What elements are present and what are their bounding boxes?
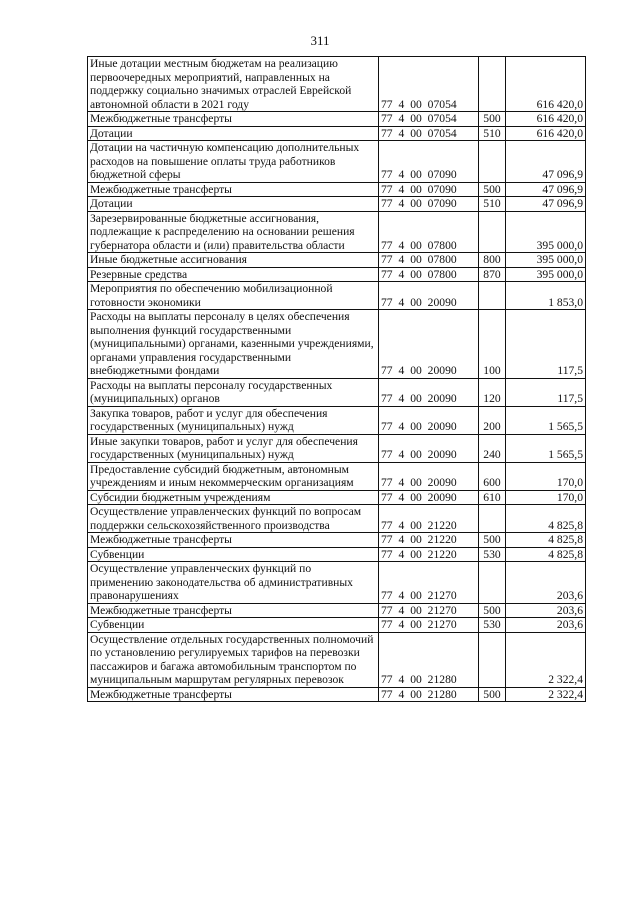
row-name-cell: Субвенции: [88, 547, 379, 562]
row-type-cell: 200: [479, 406, 506, 434]
table-row: [88, 267, 586, 282]
row-code-cell: 77 4 00 20090: [379, 490, 479, 505]
row-type-cell: 530: [479, 547, 506, 562]
row-code-cell: 77 4 00 21220: [379, 533, 479, 548]
row-code-cell: 77 4 00 21220: [379, 547, 479, 562]
row-amount-cell: 170,0: [506, 490, 586, 505]
row-name-cell: Мероприятия по обеспечению мобилизационной готовности экономики: [88, 282, 379, 310]
row-type-cell: [479, 57, 506, 112]
row-code-cell: 77 4 00 21270: [379, 618, 479, 633]
row-code-cell: 77 4 00 20090: [379, 378, 479, 406]
row-name-cell: Предоставление субсидий бюджетным, автономным учреждениям и иным некоммерческим организациям: [88, 462, 379, 490]
row-amount-cell: 47 096,9: [506, 197, 586, 212]
row-code-cell: 77 4 00 20090: [379, 406, 479, 434]
row-type-cell: 510: [479, 197, 506, 212]
row-amount-cell: 170,0: [506, 462, 586, 490]
row-amount-cell: 1 565,5: [506, 406, 586, 434]
row-code-cell: 77 4 00 07800: [379, 211, 479, 253]
row-code-cell: 77 4 00 07800: [379, 267, 479, 282]
row-name-cell: Иные закупки товаров, работ и услуг для обеспечения государственных (муниципальных) нужд: [88, 434, 379, 462]
budget-table: [87, 56, 586, 702]
row-code-cell: 77 4 00 21220: [379, 505, 479, 533]
row-name-cell: Осуществление управленческих функций по применению законодательства об административных правонарушениях: [88, 562, 379, 604]
table-row: [88, 141, 586, 183]
row-amount-cell: 117,5: [506, 378, 586, 406]
row-name-cell: Межбюджетные трансферты: [88, 182, 379, 197]
table-row: [88, 562, 586, 604]
row-code-cell: 77 4 00 07054: [379, 126, 479, 141]
row-amount-cell: 616 420,0: [506, 57, 586, 112]
table-row: [88, 112, 586, 127]
table-row: [88, 310, 586, 379]
row-amount-cell: 4 825,8: [506, 533, 586, 548]
row-code-cell: 77 4 00 07090: [379, 197, 479, 212]
row-name-cell: Дотации: [88, 126, 379, 141]
row-type-cell: [479, 282, 506, 310]
row-name-cell: Субвенции: [88, 618, 379, 633]
table-row: [88, 603, 586, 618]
row-amount-cell: 203,6: [506, 618, 586, 633]
table-row: [88, 687, 586, 702]
row-name-cell: Межбюджетные трансферты: [88, 603, 379, 618]
row-amount-cell: 616 420,0: [506, 126, 586, 141]
row-amount-cell: 47 096,9: [506, 182, 586, 197]
row-amount-cell: 203,6: [506, 603, 586, 618]
row-type-cell: 500: [479, 182, 506, 197]
row-amount-cell: 117,5: [506, 310, 586, 379]
row-amount-cell: 616 420,0: [506, 112, 586, 127]
page-number: 311: [310, 33, 330, 48]
row-name-cell: Расходы на выплаты персоналу в целях обеспечения выполнения функций государственными (муниципальными) органами, казенными учреждениями, органами управления государственными внебюджетными фондами: [88, 310, 379, 379]
row-type-cell: [479, 141, 506, 183]
row-amount-cell: 2 322,4: [506, 687, 586, 702]
row-type-cell: 120: [479, 378, 506, 406]
row-code-cell: 77 4 00 20090: [379, 282, 479, 310]
row-code-cell: 77 4 00 07800: [379, 253, 479, 268]
row-code-cell: 77 4 00 20090: [379, 434, 479, 462]
row-amount-cell: 4 825,8: [506, 547, 586, 562]
row-code-cell: 77 4 00 21270: [379, 603, 479, 618]
row-type-cell: [479, 505, 506, 533]
row-name-cell: Иные бюджетные ассигнования: [88, 253, 379, 268]
row-name-cell: Закупка товаров, работ и услуг для обеспечения государственных (муниципальных) нужд: [88, 406, 379, 434]
row-type-cell: 600: [479, 462, 506, 490]
row-name-cell: Резервные средства: [88, 267, 379, 282]
row-type-cell: 500: [479, 603, 506, 618]
table-row: [88, 533, 586, 548]
row-amount-cell: 395 000,0: [506, 253, 586, 268]
row-code-cell: 77 4 00 21280: [379, 687, 479, 702]
table-row: [88, 434, 586, 462]
row-type-cell: [479, 632, 506, 687]
row-code-cell: 77 4 00 07054: [379, 57, 479, 112]
table-row: [88, 282, 586, 310]
table-row: [88, 197, 586, 212]
row-type-cell: 500: [479, 112, 506, 127]
row-amount-cell: 2 322,4: [506, 632, 586, 687]
row-type-cell: 500: [479, 687, 506, 702]
row-amount-cell: 47 096,9: [506, 141, 586, 183]
table-row: [88, 618, 586, 633]
row-name-cell: Дотации на частичную компенсацию дополнительных расходов на повышение оплаты труда работников бюджетной сферы: [88, 141, 379, 183]
row-type-cell: [479, 562, 506, 604]
row-code-cell: 77 4 00 20090: [379, 310, 479, 379]
row-type-cell: 100: [479, 310, 506, 379]
row-name-cell: Иные дотации местным бюджетам на реализацию первоочередных мероприятий, направленных на поддержку социально значимых отраслей Еврейской автономной области в 2021 году: [88, 57, 379, 112]
row-name-cell: Дотации: [88, 197, 379, 212]
row-name-cell: Зарезервированные бюджетные ассигнования, подлежащие к распределению на основании решения губернатора области и (или) правительства области: [88, 211, 379, 253]
row-code-cell: 77 4 00 21280: [379, 632, 479, 687]
table-row: [88, 126, 586, 141]
row-type-cell: 510: [479, 126, 506, 141]
table-row: [88, 378, 586, 406]
row-name-cell: Расходы на выплаты персоналу государственных (муниципальных) органов: [88, 378, 379, 406]
table-row: [88, 57, 586, 112]
row-name-cell: Межбюджетные трансферты: [88, 533, 379, 548]
table-row: [88, 547, 586, 562]
row-name-cell: Осуществление отдельных государственных полномочий по установлению регулируемых тарифов на перевозки пассажиров и багажа автомобильным транспортом по муниципальным маршрутам регулярных перевозок: [88, 632, 379, 687]
table-row: [88, 253, 586, 268]
row-amount-cell: 395 000,0: [506, 211, 586, 253]
row-name-cell: Осуществление управленческих функций по вопросам поддержки сельскохозяйственного производства: [88, 505, 379, 533]
table-row: [88, 632, 586, 687]
row-type-cell: 500: [479, 533, 506, 548]
table-row: [88, 182, 586, 197]
row-name-cell: Межбюджетные трансферты: [88, 112, 379, 127]
row-amount-cell: 4 825,8: [506, 505, 586, 533]
row-type-cell: 240: [479, 434, 506, 462]
row-code-cell: 77 4 00 07090: [379, 182, 479, 197]
row-code-cell: 77 4 00 20090: [379, 462, 479, 490]
row-code-cell: 77 4 00 07054: [379, 112, 479, 127]
row-type-cell: 610: [479, 490, 506, 505]
row-name-cell: Межбюджетные трансферты: [88, 687, 379, 702]
row-amount-cell: 1 565,5: [506, 434, 586, 462]
table-body: [88, 57, 586, 702]
row-code-cell: 77 4 00 07090: [379, 141, 479, 183]
table-row: [88, 490, 586, 505]
row-amount-cell: 395 000,0: [506, 267, 586, 282]
table-row: [88, 505, 586, 533]
table-row: [88, 406, 586, 434]
row-type-cell: 800: [479, 253, 506, 268]
table-row: [88, 211, 586, 253]
row-type-cell: 870: [479, 267, 506, 282]
row-type-cell: [479, 211, 506, 253]
row-name-cell: Субсидии бюджетным учреждениям: [88, 490, 379, 505]
row-amount-cell: 203,6: [506, 562, 586, 604]
row-amount-cell: 1 853,0: [506, 282, 586, 310]
row-code-cell: 77 4 00 21270: [379, 562, 479, 604]
table-row: [88, 462, 586, 490]
row-type-cell: 530: [479, 618, 506, 633]
